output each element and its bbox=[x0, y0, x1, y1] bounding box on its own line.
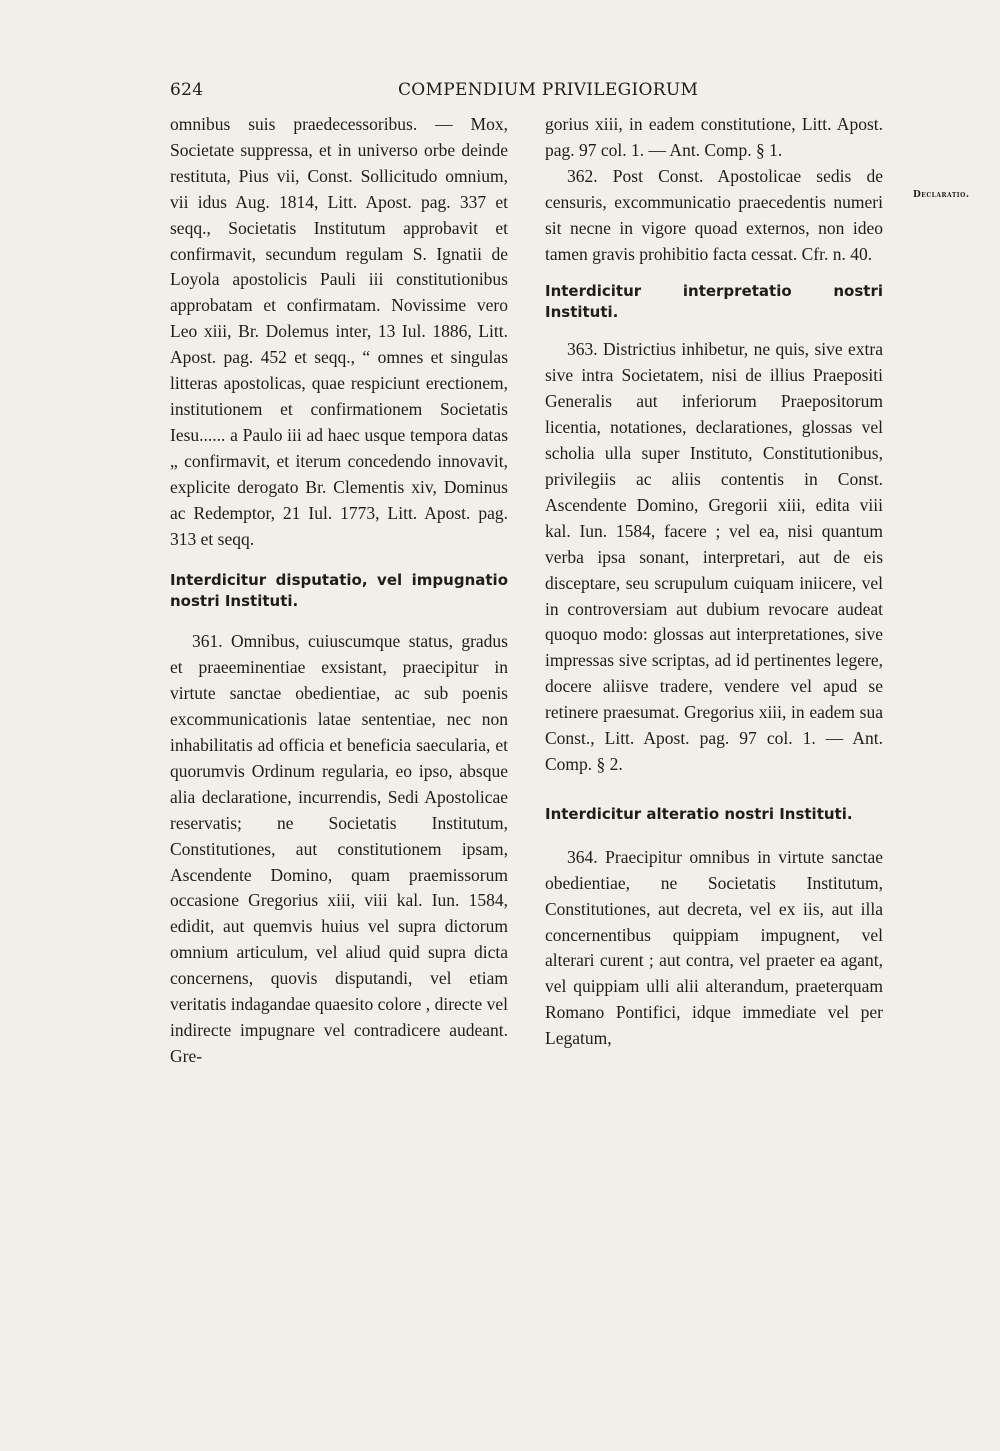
paragraph: 364. Praecipitur omnibus in virtute sanctae obedientiae, ne Societatis Institutum, Constitutiones, aut decreta, vel ex iis, aut illa concernentibus quippiam impugnent, vel alterari curent ; aut contra, vel praeter ea agant, vel quippiam ulli alii alterandum, praeterquam Romano Pontifici, idque immediate vel per Legatum, bbox=[545, 846, 883, 1049]
left-column bbox=[170, 112, 508, 1070]
page-number: 624 bbox=[170, 80, 204, 100]
paragraph: omnibus suis praedecessoribus. — Mox, Societate suppressa, et in universo orbe deinde restituta, Pius vii, Const. Sollicitudo omnium, vii idus Aug. 1814, Litt. Apost. pag. 337 et seqq., Societatis Institutum approbavit et confirmavit, secundum regulam S. Ignatii de Loyola apostolicis Pauli iii constitutionibus approbatam et confirmatam. Novissime vero Leo xiii, Br. Dolemus inter, 13 Iul. 1886, Litt. Apost. pag. 452 et seqq., “ omnes et singulas litteras apostolicas, quae respiciunt erectionem, institutionem et confirmationem Societatis Iesu...... a Paulo iii ad haec usque tempora datas „ confirmavit, et iterum concedendo innovavit, explicite derogato Br. Clementis xiv, Dominus ac Redemptor, 21 Iul. 1773, Litt. Apost. pag. 313 et seqq. bbox=[170, 114, 508, 549]
paragraph: 363. Districtius inhibetur, ne quis, sive extra sive intra Societatem, nisi de illius Praepositi Generalis aut inferiorum Praepositorum licentia, notationes, declarationes, glossas vel scholia ulla super Instituto, Constitutionibus, privilegiis ac aliis contentis in Const. Ascendente Domino, Gregorii xiii, edita viii kal. Iun. 1584, facere ; vel ea, nisi quantum verba ipsa sonant, interpretari, aut de eis disceptare, seu scrupulum cuiquam iniicere, vel in controversiam aut dubium revocare audeat quoquo modo: glossas aut interpretationes, sive impressas sive scriptas, ad id pertinentes legere, docere aliisve tradere, vendere vel apud se retinere praesumat. Gregorius xiii, in eadem sua Const., Litt. Apost. pag. 97 col. 1. — Ant. Comp. § 2. bbox=[545, 339, 883, 774]
right-column bbox=[545, 112, 883, 1052]
paragraph: 362. Post Const. Apostolicae sedis de censuris, excommunicatio praecedentis numeri sit necne in vigore quoad externos, non ideo tamen gravis prohibitio facta cessat. Cfr. n. 40. bbox=[545, 165, 883, 264]
paragraph: gorius xiii, in eadem constitutione, Litt. Apost. pag. 97 col. 1. — Ant. Comp. § 1. bbox=[545, 114, 883, 160]
paragraph: 361. Omnibus, cuiuscumque status, gradus et praeeminentiae exsistant, praecipitur in virtute sanctae obedientiae, ac sub poenis excommunicationis latae sententiae, nec non inhabilitatis ad officia et beneficia saecularia, et quorumvis Ordinum regularia, eo ipso, absque alia declaratione, incurrendis, Sedi Apostolicae reservatis; ne Societatis Institutum, Constitutiones, aut constitutionem ipsam, Ascendente Domino, quam praemissorum occasione Gregorius xiii, viii kal. Iun. 1584, edidit, aut quemvis huius vel supra dictorum omnium articulum, vel aliud quid supra dicta concernens, quovis disputandi, vel etiam veritatis indagandae quaesito colore , directe vel indirecte impugnare vel contradicere audeant. Gre- bbox=[170, 631, 508, 1066]
running-header bbox=[170, 80, 890, 106]
section-heading: Interdicitur disputatio, vel impugnatio nostri Instituti. bbox=[170, 571, 508, 611]
section-heading: Interdicitur alteratio nostri Instituti. bbox=[545, 804, 853, 823]
section-heading: Interdicitur interpretatio nostri Instituti. bbox=[545, 282, 883, 322]
running-title: COMPENDIUM PRIVILEGIORUM bbox=[398, 80, 699, 100]
margin-note: Declaratio. bbox=[913, 190, 970, 200]
